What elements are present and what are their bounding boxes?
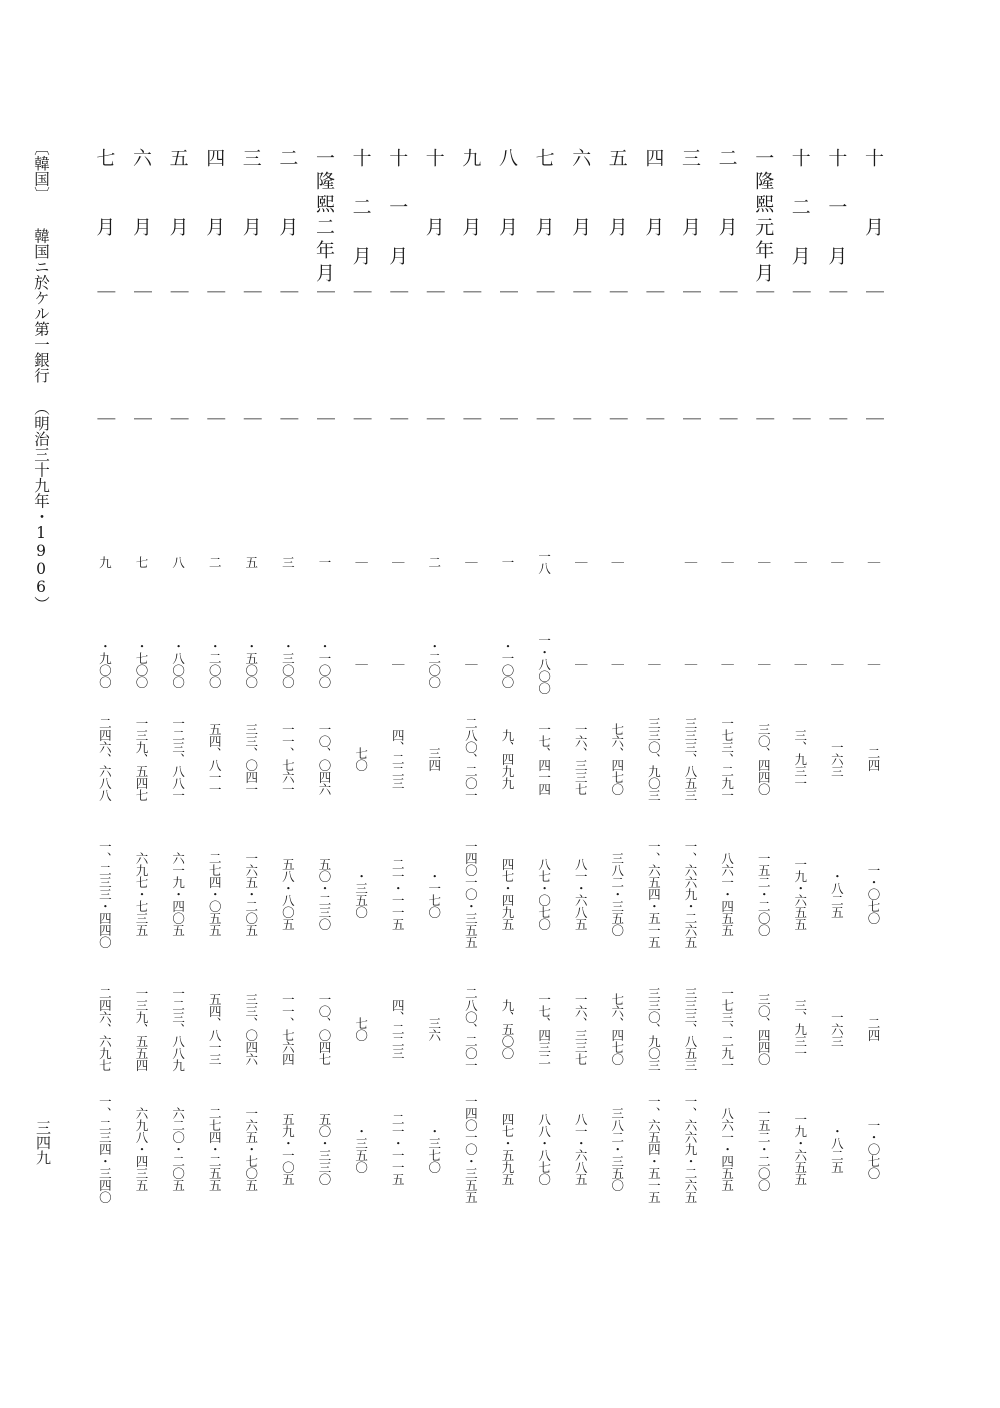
- cell-col5: 一〇、〇四六: [317, 723, 332, 795]
- cell-col7: 三三〇、九〇三: [646, 987, 662, 1071]
- cell-col2: ｜: [643, 410, 665, 428]
- cell-col1: ｜: [716, 283, 738, 301]
- cell-col6: 三八二・三五〇: [609, 852, 625, 936]
- cell-col3: 一八: [536, 550, 552, 574]
- cell-col8: 一六五・七〇五: [243, 1107, 259, 1191]
- cell-col8: 二一・一一五: [390, 1113, 406, 1185]
- row-month: 三 月: [679, 148, 701, 240]
- row-month: 七 月: [532, 148, 555, 240]
- cell-col8: 八一・六八五: [573, 1113, 589, 1185]
- cell-col7: 三三三、八五三: [683, 987, 698, 1071]
- cell-col7: 一一、七六四: [280, 993, 296, 1065]
- cell-col8: 一、六六九・二六五: [683, 1095, 698, 1203]
- cell-col5: 七六、四七〇: [609, 723, 625, 795]
- cell-col7: 一二三、八八九: [170, 987, 186, 1071]
- cell-col4: ｜: [353, 658, 369, 670]
- cell-col5: 五四、八一一: [207, 723, 223, 795]
- cell-col7: 七〇: [353, 1017, 369, 1041]
- cell-col4: ｜: [719, 658, 735, 670]
- cell-col3: 五: [243, 556, 259, 568]
- cell-col4: ｜: [609, 658, 625, 670]
- cell-col3: ｜: [683, 556, 698, 568]
- cell-col7: 三、九三一: [792, 999, 808, 1059]
- cell-col3: ｜: [353, 556, 369, 568]
- cell-col2: ｜: [680, 410, 701, 428]
- cell-col1: ｜: [167, 283, 189, 301]
- cell-col8: 五九・一〇五: [280, 1113, 296, 1185]
- cell-col7: 四、二二三: [390, 999, 406, 1059]
- cell-col6: ・一七〇: [426, 870, 442, 918]
- cell-col3: ｜: [573, 556, 589, 568]
- cell-col2: ｜: [314, 410, 335, 428]
- cell-col4: ・二〇〇: [207, 640, 223, 688]
- cell-col1: ｜: [826, 283, 848, 301]
- cell-col8: 六二〇・二〇五: [170, 1107, 186, 1191]
- cell-col2: ｜: [460, 410, 482, 428]
- row-month: 五 月: [166, 148, 189, 240]
- row-month: 三 月: [239, 148, 262, 240]
- row-month: 一隆熙二年月: [313, 148, 335, 286]
- row-month: 四 月: [203, 148, 226, 240]
- cell-col8: ・三七〇: [426, 1125, 442, 1173]
- row-month: 十 月: [862, 148, 884, 240]
- cell-col5: 三三三、八五三: [683, 717, 698, 801]
- cell-col4: ｜: [683, 658, 698, 670]
- cell-col6: 一、六五四・五一五: [646, 840, 662, 948]
- cell-col1: ｜: [314, 283, 335, 301]
- cell-col6: 一、六六九・二六五: [683, 840, 698, 948]
- cell-col4: ・八〇〇: [170, 640, 186, 688]
- cell-col8: 六九八・四三五: [134, 1107, 149, 1191]
- row-month: 六 月: [130, 148, 152, 240]
- row-month: 二 月: [715, 148, 738, 240]
- cell-col8: 一・〇七〇: [866, 1119, 881, 1179]
- cell-col3: 二: [207, 556, 223, 568]
- cell-col8: ・八二五: [829, 1125, 845, 1173]
- cell-col4: ・七〇〇: [134, 640, 149, 688]
- cell-col1: ｜: [350, 283, 372, 301]
- cell-col6: 一、二三三・四四〇: [97, 840, 113, 948]
- cell-col4: ｜: [829, 658, 845, 670]
- cell-col7: 七六、四七〇: [609, 993, 625, 1065]
- cell-col1: ｜: [131, 283, 152, 301]
- row-month: 九 月: [459, 148, 482, 240]
- cell-col8: 一四〇一〇・三五五: [463, 1095, 479, 1203]
- cell-col6: 八六一・四五五: [719, 852, 735, 936]
- cell-col8: 八六一・四五五: [719, 1107, 735, 1191]
- cell-col5: 三四: [426, 747, 442, 771]
- cell-col1: ｜: [460, 283, 482, 301]
- cell-col6: 二一・一一五: [390, 858, 406, 930]
- row-month: 二 月: [276, 148, 299, 240]
- cell-col1: ｜: [387, 283, 409, 301]
- cell-col5: 一一、七六一: [280, 723, 296, 795]
- cell-col2: ｜: [204, 410, 226, 428]
- cell-col1: ｜: [94, 283, 116, 301]
- cell-col2: ｜: [387, 410, 409, 428]
- cell-col5: 七〇: [353, 747, 369, 771]
- cell-col7: 一〇、〇四七: [317, 993, 332, 1065]
- cell-col2: ｜: [277, 410, 299, 428]
- cell-col3: 一: [317, 556, 332, 568]
- cell-col7: 一七、四三二: [536, 993, 552, 1065]
- cell-col2: ｜: [131, 410, 152, 428]
- page-number: 三四九: [34, 1120, 52, 1165]
- cell-col5: 三三、〇四一: [243, 723, 259, 795]
- cell-col8: 三八二・三五〇: [609, 1107, 625, 1191]
- cell-col6: 八七・〇七〇: [536, 858, 552, 930]
- cell-col3: ｜: [756, 556, 772, 568]
- cell-col1: ｜: [277, 283, 299, 301]
- row-month: 四 月: [642, 148, 665, 240]
- cell-col5: 三三〇、九〇三: [646, 717, 662, 801]
- cell-col2: ｜: [826, 410, 848, 428]
- cell-col3: ｜: [609, 556, 625, 568]
- cell-col5: 一二三、八八一: [170, 717, 186, 801]
- cell-col6: 一六五・二〇五: [243, 852, 259, 936]
- cell-col8: 五〇・三三〇: [317, 1113, 332, 1185]
- row-month: 十 二 月: [788, 148, 811, 269]
- cell-col2: ｜: [789, 410, 811, 428]
- row-month: 十 二 月: [349, 148, 372, 269]
- cell-col1: ｜: [497, 283, 518, 301]
- cell-col7: 二八〇、二〇一: [463, 987, 479, 1071]
- row-month: 十 一 月: [825, 148, 848, 269]
- cell-col1: ｜: [240, 283, 262, 301]
- cell-col5: 四、二二三: [390, 729, 406, 789]
- cell-col2: ｜: [240, 410, 262, 428]
- cell-col1: ｜: [643, 283, 665, 301]
- cell-col2: ｜: [716, 410, 738, 428]
- cell-col1: ｜: [753, 283, 775, 301]
- cell-col8: 一、二三四・三四〇: [97, 1095, 113, 1203]
- section-period: （明治三十九年・1906）: [32, 400, 50, 612]
- cell-col2: ｜: [863, 410, 884, 428]
- cell-col7: 九、五〇〇: [500, 999, 515, 1059]
- cell-col4: ｜: [792, 658, 808, 670]
- cell-col1: ｜: [533, 283, 555, 301]
- cell-col6: 四七・四九五: [500, 858, 515, 930]
- cell-col4: ・一〇〇: [500, 640, 515, 688]
- cell-col4: ・三〇〇: [280, 640, 296, 688]
- cell-col2: ｜: [533, 410, 555, 428]
- cell-col3: 九: [97, 556, 113, 568]
- cell-col6: 二七四・〇五五: [207, 852, 223, 936]
- cell-col4: ・二〇〇: [426, 640, 442, 688]
- cell-col2: ｜: [94, 410, 116, 428]
- cell-col7: 三〇、四四〇: [756, 993, 772, 1065]
- row-month: 六 月: [569, 148, 592, 240]
- section-category: 〔韓国〕: [32, 140, 50, 202]
- section-title: 韓国ニ於ケル第一銀行: [32, 228, 50, 383]
- cell-col5: 一六、三三七: [573, 723, 589, 795]
- row-month: 十 月: [422, 148, 445, 240]
- cell-col7: 一六、三三七: [573, 993, 589, 1065]
- cell-col3: ｜: [866, 556, 881, 568]
- cell-col5: 一六三: [829, 741, 845, 777]
- cell-col6: 一四〇一〇・三五五: [463, 840, 479, 948]
- cell-col2: ｜: [497, 410, 518, 428]
- cell-col1: ｜: [789, 283, 811, 301]
- cell-col8: 二七四・二五五: [207, 1107, 223, 1191]
- cell-col4: 一・八〇〇: [536, 634, 552, 694]
- cell-col7: 三六: [426, 1017, 442, 1041]
- cell-col7: 二四六、六九七: [97, 987, 113, 1071]
- cell-col3: 二: [426, 556, 442, 568]
- cell-col4: ｜: [646, 658, 662, 670]
- cell-col7: 一六三: [829, 1011, 845, 1047]
- cell-col5: 二八〇、二〇一: [463, 717, 479, 801]
- cell-col6: 五〇・二三〇: [317, 858, 332, 930]
- cell-col6: 五八・八〇五: [280, 858, 296, 930]
- cell-col3: ｜: [719, 556, 735, 568]
- cell-col3: 七: [134, 556, 149, 568]
- cell-col5: 九、四九九: [500, 729, 515, 789]
- cell-col7: 五四、八一三: [207, 993, 223, 1065]
- row-month: 一隆熙元年月: [752, 148, 775, 286]
- cell-col2: ｜: [753, 410, 775, 428]
- cell-col7: 一七三、二九一: [719, 987, 735, 1071]
- cell-col7: 二四: [866, 1017, 881, 1041]
- cell-col4: ｜: [463, 658, 479, 670]
- cell-col5: 一七三、二九一: [719, 717, 735, 801]
- cell-col6: ・三五〇: [353, 870, 369, 918]
- cell-col4: ｜: [573, 658, 589, 670]
- cell-col2: ｜: [570, 410, 592, 428]
- cell-col6: 六九七・七三五: [134, 852, 149, 936]
- cell-col3: ｜: [390, 556, 406, 568]
- cell-col8: 一五二・二〇〇: [756, 1107, 772, 1191]
- cell-col3: ｜: [463, 556, 479, 568]
- cell-col5: 三〇、四四〇: [756, 723, 772, 795]
- cell-col1: ｜: [606, 283, 628, 301]
- cell-col4: ・五〇〇: [243, 640, 259, 688]
- cell-col5: 一三九、五四七: [134, 717, 149, 801]
- cell-col6: 一九・六五五: [792, 858, 808, 930]
- cell-col2: ｜: [606, 410, 628, 428]
- cell-col1: ｜: [863, 283, 884, 301]
- cell-col5: 三、九三一: [792, 729, 808, 789]
- row-month: 五 月: [605, 148, 628, 240]
- cell-col1: ｜: [204, 283, 226, 301]
- row-month: 十 一 月: [386, 148, 409, 269]
- cell-col1: ｜: [680, 283, 701, 301]
- cell-col4: ・九〇〇: [97, 640, 113, 688]
- cell-col7: 一三九、五五四: [134, 987, 149, 1071]
- cell-col4: ｜: [866, 658, 881, 670]
- cell-col8: 一、六五四・五一五: [646, 1095, 662, 1203]
- cell-col3: ｜: [792, 556, 808, 568]
- cell-col1: ｜: [570, 283, 592, 301]
- cell-col1: ｜: [423, 283, 445, 301]
- cell-col3: 一: [500, 556, 515, 568]
- cell-col6: 一・〇七〇: [866, 864, 881, 924]
- row-month: 七 月: [93, 148, 116, 240]
- cell-col4: ・一〇〇: [317, 640, 332, 688]
- cell-col5: 二四: [866, 747, 881, 771]
- cell-col4: ｜: [756, 658, 772, 670]
- cell-col5: 一七、四一四: [536, 723, 552, 795]
- cell-col3: 八: [170, 556, 186, 568]
- cell-col8: ・三五〇: [353, 1125, 369, 1173]
- cell-col2: ｜: [350, 410, 372, 428]
- cell-col6: 八一・六八五: [573, 858, 589, 930]
- cell-col5: 二四六、六八八: [97, 717, 113, 801]
- cell-col8: 四七・五九五: [500, 1113, 515, 1185]
- cell-col7: 三三、〇四六: [243, 993, 259, 1065]
- cell-col6: ・八二五: [829, 870, 845, 918]
- cell-col3: 三: [280, 556, 296, 568]
- row-month: 八 月: [496, 148, 518, 240]
- cell-col2: ｜: [423, 410, 445, 428]
- cell-col6: 一五二・二〇〇: [756, 852, 772, 936]
- cell-col3: ｜: [829, 556, 845, 568]
- cell-col8: 一九・六五五: [792, 1113, 808, 1185]
- cell-col8: 八八・八七〇: [536, 1113, 552, 1185]
- cell-col2: ｜: [167, 410, 189, 428]
- cell-col4: ｜: [390, 658, 406, 670]
- cell-col6: 六一九・四〇五: [170, 852, 186, 936]
